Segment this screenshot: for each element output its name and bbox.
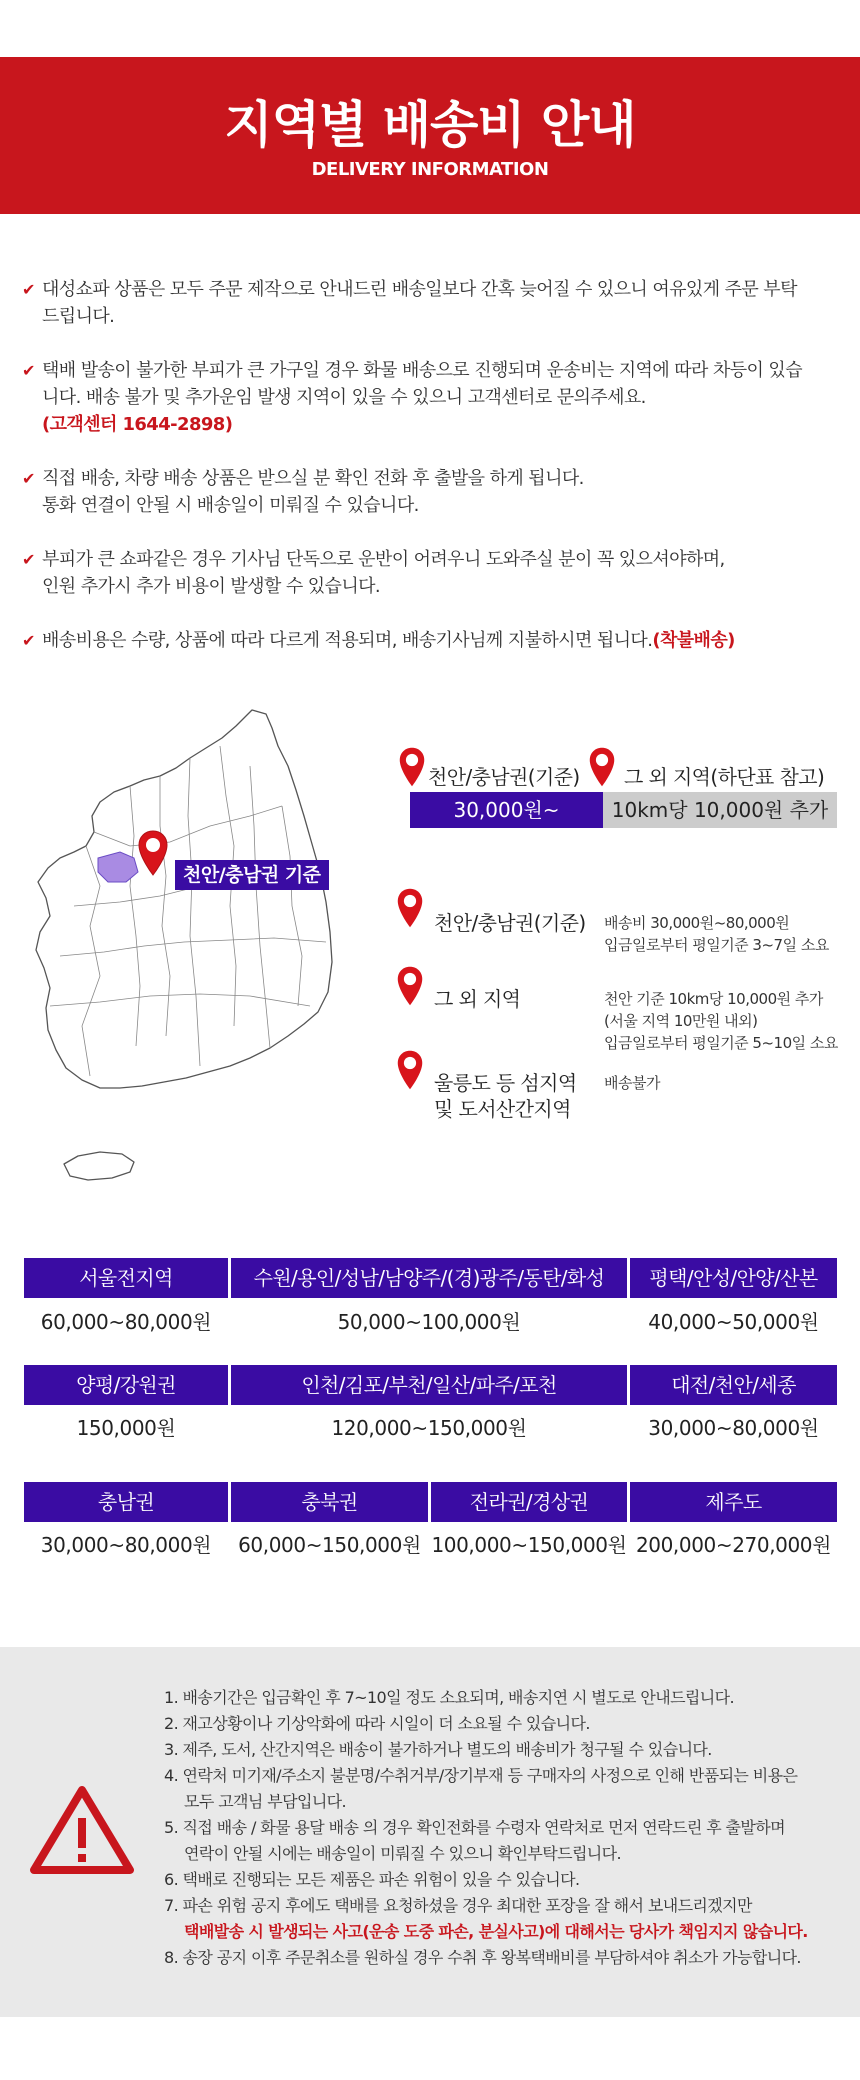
location-pin-icon	[588, 745, 616, 789]
notice-line: 직접 배송, 차량 배송 상품은 받으실 분 확인 전화 후 출발을 하게 됩니다.	[42, 468, 584, 489]
rate-price: 60,000~80,000원	[40, 1310, 212, 1334]
page-subtitle: DELIVERY INFORMATION	[311, 159, 549, 180]
rate-region: 인천/김포/부천/일산/파주/포천	[231, 1365, 627, 1405]
caution-item	[164, 1893, 844, 1945]
notice-line-text: 배송비용은 수량, 상품에 따라 다르게 적용되며, 배송기사님께 지불하시면 됩니다.	[42, 630, 653, 651]
zone-details	[604, 988, 838, 1054]
zone-detail-line: 배송불가	[604, 1074, 660, 1092]
rate-price: 150,000원	[76, 1416, 176, 1440]
zone-name	[434, 1070, 577, 1122]
caution-list	[164, 1685, 844, 1971]
rate-region: 양평/강원권	[24, 1365, 228, 1405]
caution-item	[164, 1867, 844, 1893]
rate-region: 충북권	[231, 1482, 428, 1522]
caution-line: 5. 직접 배송 / 화물 용달 배송 의 경우 확인전화를 수령자 연락처로 먼저 연락드린 후 출발하며	[164, 1818, 785, 1837]
cod-badge: (착불배송)	[652, 630, 735, 651]
check-icon: ✔	[22, 550, 35, 569]
check-icon: ✔	[22, 280, 35, 299]
zone-details	[604, 912, 829, 956]
caution-line: 2. 재고상황이나 기상악화에 따라 시일이 더 소요될 수 있습니다.	[164, 1714, 590, 1733]
caution-line: 1. 배송기간은 입금확인 후 7~10일 정도 소요되며, 배송지연 시 별도로 안내드립니다.	[164, 1688, 734, 1707]
caution-item	[164, 1685, 844, 1711]
caution-line: 모두 고객님 부담입니다.	[184, 1792, 347, 1811]
caution-item	[164, 1763, 844, 1815]
caution-line: 3. 제주, 도서, 산간지역은 배송이 불가하거나 별도의 배송비가 청구될 수 있습니다.	[164, 1740, 712, 1759]
notice-line: 인원 추가시 추가 비용이 발생할 수 있습니다.	[42, 576, 381, 597]
zone-detail-line: (서울 지역 10만원 내외)	[604, 1012, 758, 1030]
liability-warning: 택배발송 시 발생되는 사고(운송 도중 파손, 분실사고)에 대해서는 당사가 책임지지 않습니다.	[184, 1922, 808, 1941]
zone-name-line: 및 도서산간지역	[434, 1097, 571, 1121]
caution-line: 7. 파손 위험 공지 후에도 택배를 요청하셨을 경우 최대한 포장을 잘 해서 보내드리겠지만	[164, 1896, 752, 1915]
rate-price: 30,000~80,000원	[648, 1416, 819, 1440]
legend-base-label: 천안/충남권(기준)	[428, 765, 580, 789]
rate-region: 전라권/경상권	[431, 1482, 627, 1522]
page-title: 지역별 배송비 안내	[224, 96, 636, 154]
location-pin-icon	[396, 1048, 424, 1092]
notice-line: 대성쇼파 상품은 모두 주문 제작으로 안내드린 배송일보다 간혹 늦어질 수 있으니 여유있게 주문 부탁	[42, 279, 797, 300]
caution-line: 4. 연락처 미기재/주소지 불분명/수취거부/장기부재 등 구매자의 사정으로 인해 반품되는 비용은	[164, 1766, 798, 1785]
rate-price: 200,000~270,000원	[635, 1533, 832, 1557]
rate-region: 서울전지역	[24, 1258, 228, 1298]
location-pin-icon	[396, 964, 424, 1008]
notice-list	[22, 276, 840, 681]
rate-price: 100,000~150,000원	[431, 1533, 627, 1557]
rate-price: 60,000~150,000원	[238, 1533, 421, 1557]
rate-price: 40,000~50,000원	[648, 1310, 819, 1334]
notice-line: 니다. 배송 불가 및 추가운임 발생 지역이 있을 수 있으니 고객센터로 문의주세요.	[42, 387, 646, 408]
notice-item	[22, 357, 840, 438]
rate-price: 120,000~150,000원	[331, 1416, 527, 1440]
caution-item	[164, 1711, 844, 1737]
notice-line: 드립니다.	[42, 306, 115, 327]
caution-item	[164, 1815, 844, 1867]
notice-item	[22, 546, 840, 600]
notice-line: 통화 연결이 안될 시 배송일이 미뤄질 수 있습니다.	[42, 495, 419, 516]
legend-other-label: 그 외 지역(하단표 참고)	[624, 765, 825, 789]
check-icon: ✔	[22, 631, 35, 650]
notice-line	[42, 627, 840, 654]
rate-region: 대전/천안/세종	[630, 1365, 837, 1405]
caution-item	[164, 1737, 844, 1763]
header-banner	[0, 57, 860, 214]
location-pin-icon	[398, 745, 426, 789]
caution-line: 8. 송장 공지 이후 주문취소를 원하실 경우 수취 후 왕복택배비를 부담하셔야 취소가 가능합니다.	[164, 1948, 801, 1967]
notice-item	[22, 276, 840, 330]
rate-region: 수원/용인/성남/남양주/(경)광주/동탄/화성	[231, 1258, 627, 1298]
customer-center-number: (고객센터 1644-2898)	[42, 414, 233, 435]
notice-item	[22, 465, 840, 519]
zone-details	[604, 1072, 660, 1094]
base-price-bar: 30,000원~	[410, 792, 603, 828]
zone-detail-line: 천안 기준 10km당 10,000원 추가	[604, 990, 823, 1008]
caution-line: 연락이 안될 시에는 배송일이 미뤄질 수 있으니 확인부탁드립니다.	[184, 1844, 622, 1863]
caution-box	[0, 1647, 860, 2017]
rate-region: 제주도	[630, 1482, 837, 1522]
rate-price: 30,000~80,000원	[40, 1533, 212, 1557]
notice-line: 택배 발송이 불가한 부피가 큰 가구일 경우 화물 배송으로 진행되며 운송비는 지역에 따라 차등이 있습	[42, 360, 803, 381]
location-pin-icon	[396, 886, 424, 930]
rate-region: 충남권	[24, 1482, 228, 1522]
location-pin-icon	[137, 829, 169, 877]
rate-region: 평택/안성/안양/산본	[630, 1258, 837, 1298]
map-base-label: 천안/충남권 기준	[175, 860, 329, 890]
zone-name: 그 외 지역	[434, 987, 521, 1011]
other-price-bar: 10km당 10,000원 추가	[603, 792, 837, 828]
caution-item	[164, 1945, 844, 1971]
notice-item	[22, 627, 840, 654]
zone-detail-line: 입금일로부터 평일기준 5~10일 소요	[604, 1034, 838, 1052]
check-icon: ✔	[22, 469, 35, 488]
zone-detail-line: 배송비 30,000원~80,000원	[604, 914, 790, 932]
notice-line: 부피가 큰 쇼파같은 경우 기사님 단독으로 운반이 어려우니 도와주실 분이 꼭 있으셔야하며,	[42, 549, 725, 570]
zone-name-line: 울릉도 등 섬지역	[434, 1071, 577, 1095]
rate-price: 50,000~100,000원	[337, 1310, 521, 1334]
zone-detail-line: 입금일로부터 평일기준 3~7일 소요	[604, 936, 829, 954]
zone-name: 천안/충남권(기준)	[434, 911, 586, 935]
check-icon: ✔	[22, 361, 35, 380]
caution-line: 6. 택배로 진행되는 모든 제품은 파손 위험이 있을 수 있습니다.	[164, 1870, 580, 1889]
warning-icon	[28, 1782, 136, 1878]
korea-map	[20, 706, 342, 1196]
